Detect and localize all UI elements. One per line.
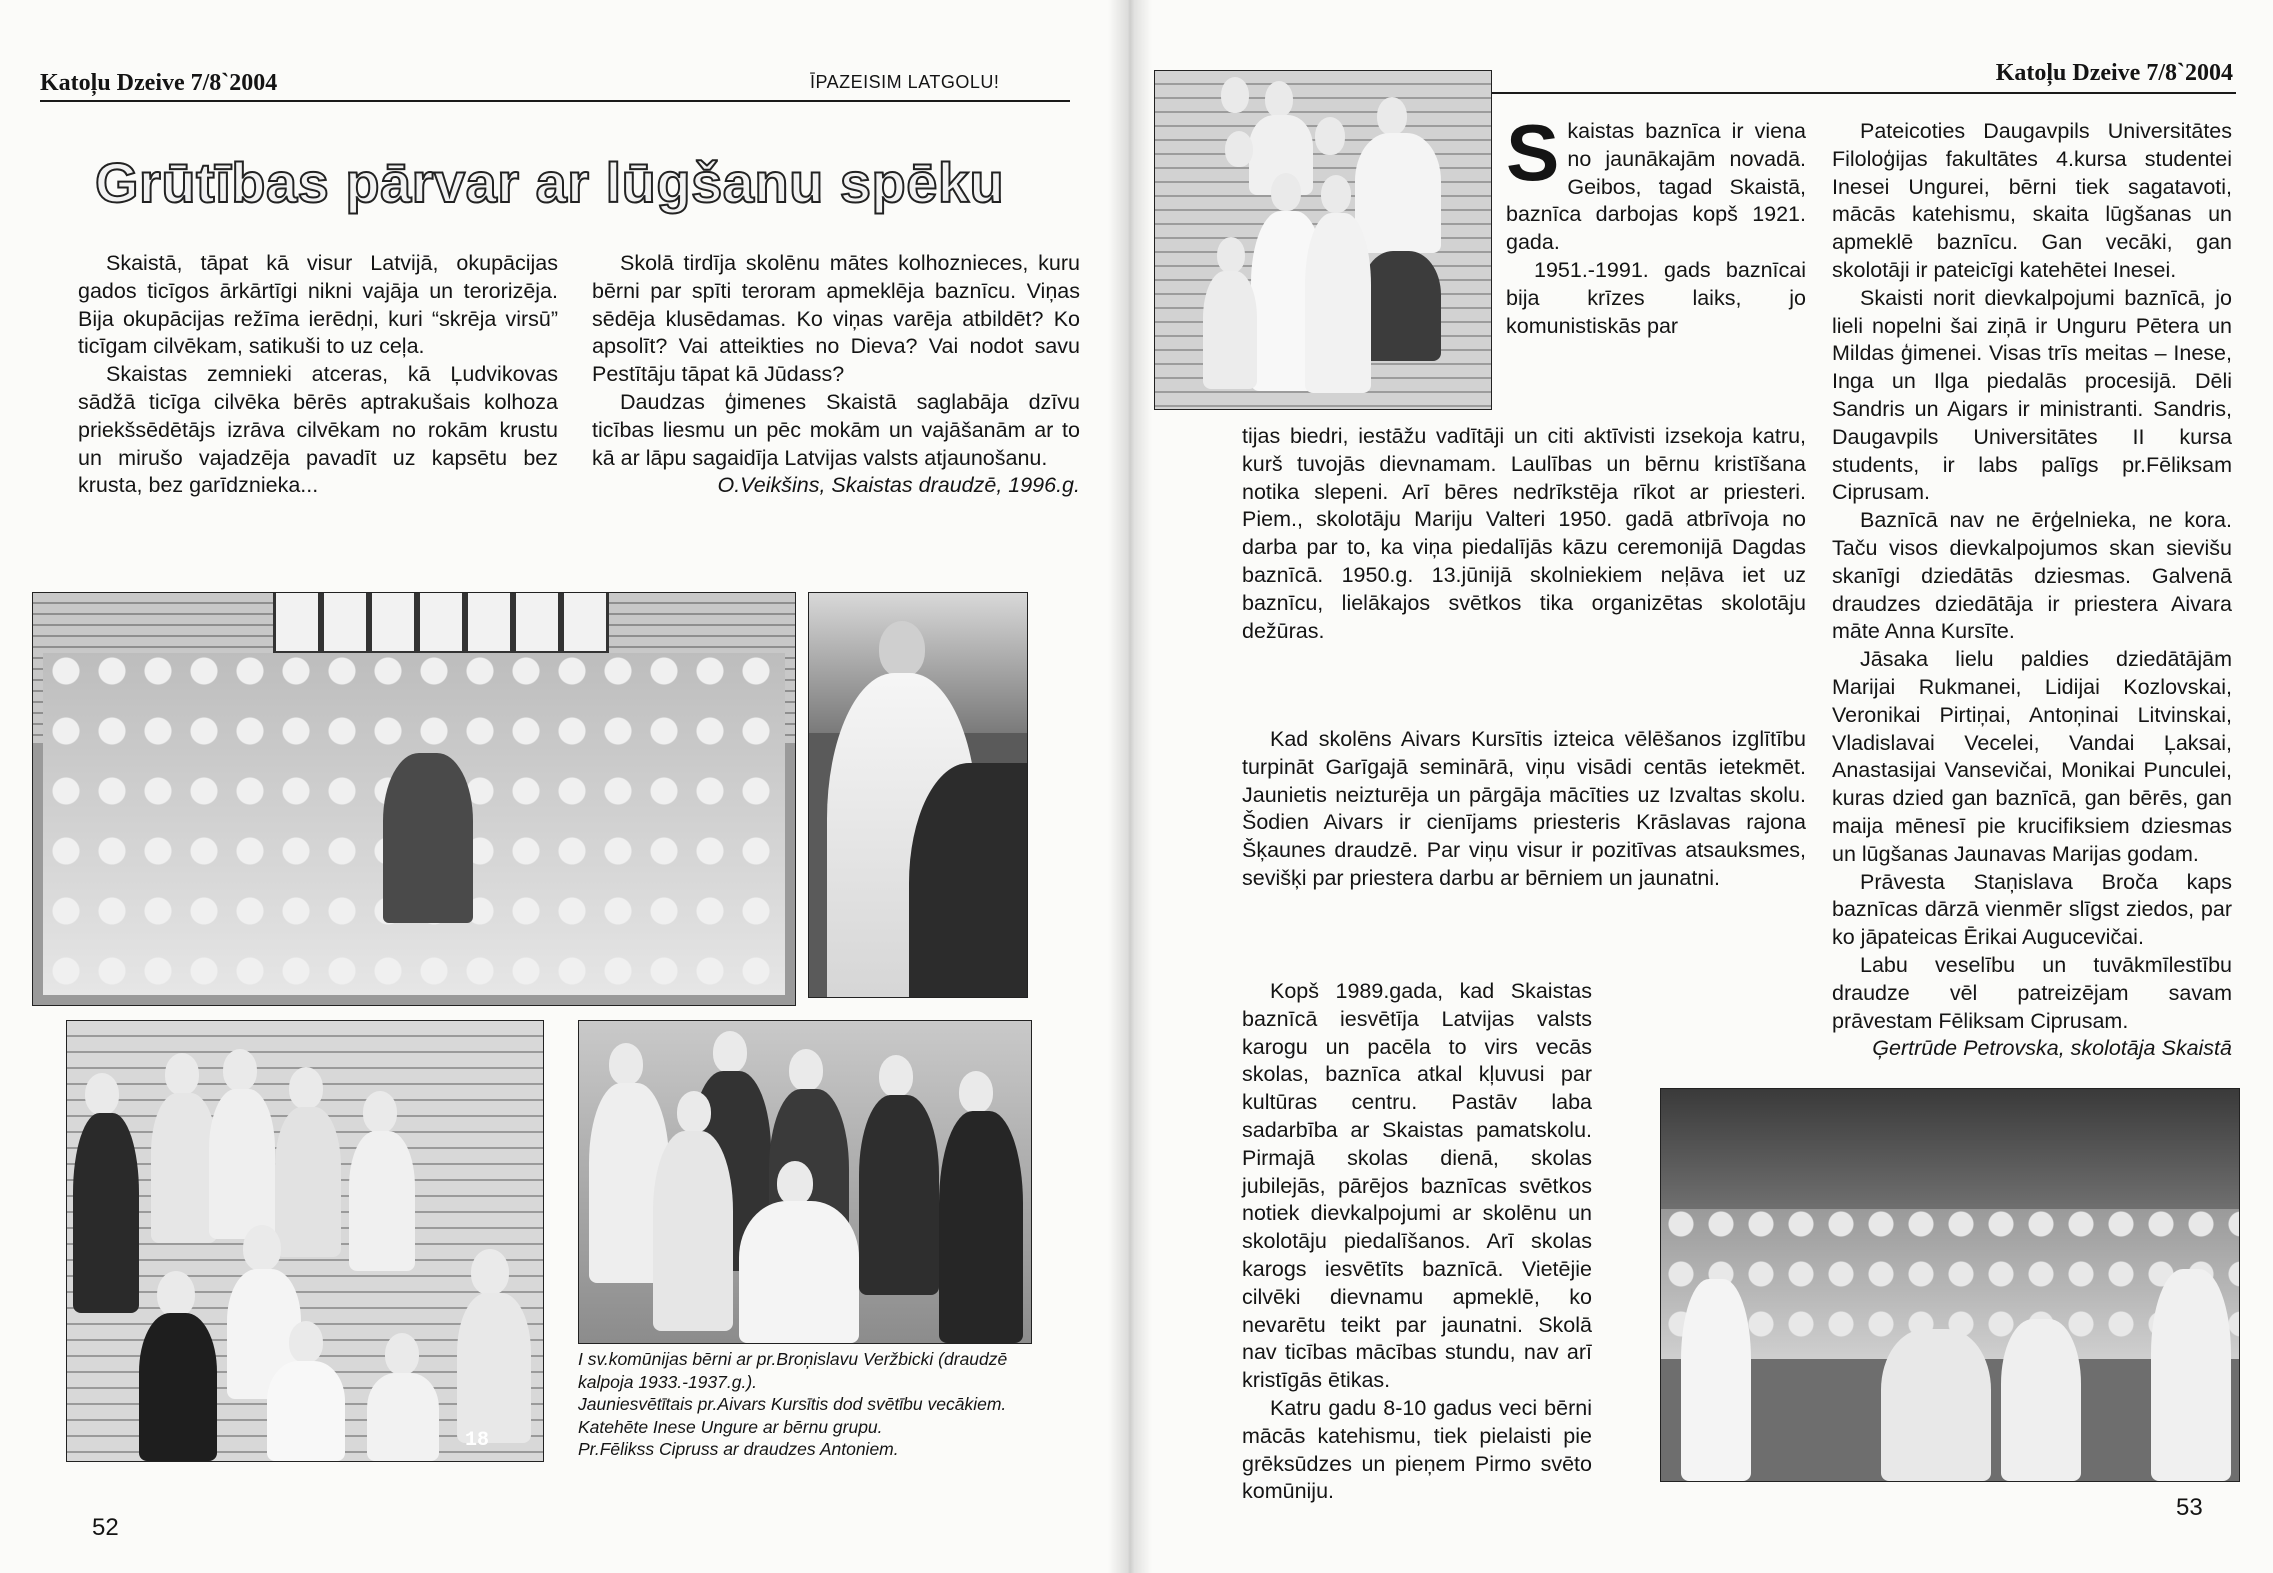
- head: [677, 1091, 711, 1133]
- head: [1271, 173, 1301, 211]
- left-page: [0, 0, 1130, 1573]
- head: [385, 1333, 419, 1375]
- photo-church-congregation: [1660, 1088, 2240, 1482]
- shirt: [139, 1313, 217, 1461]
- communion-dress: [1305, 213, 1371, 393]
- article-title: Grūtības pārvar ar lūgšanu spēku: [95, 151, 1005, 214]
- kneeling-figure: [909, 763, 1028, 998]
- head: [1225, 131, 1253, 167]
- dress: [267, 1361, 345, 1461]
- paragraph: Skaistā, tāpat kā visur Latvijā, okupācijas gados ticīgos ārkārtīgi nikni vajāja un terorizēja. Bija okupācijas režīma ierēdņi, kuri “skrēja virsū” ticīgam cilvēkam, satikuši to uz ceļa.: [78, 251, 558, 359]
- dress: [275, 1107, 341, 1257]
- head: [363, 1091, 397, 1133]
- paragraph: Pateicoties Daugavpils Universitātes Filoloģijas fakultātes 4.kursa studentei Inesei Ungurei, bērni tiek sagatavoti, mācās katehismu, skaita lūgšanas un apmeklē baznīcu. Gan vecāki, gan skolotāji ir pateicīgi katehētei Inesei.: [1832, 119, 2232, 282]
- photo-ungurs-family: [1154, 70, 1492, 410]
- drop-cap: S: [1506, 108, 1560, 197]
- author-signature: O.Veikšins, Skaistas draudzē, 1996.g.: [717, 473, 1080, 498]
- article-column-2: [1832, 118, 2232, 1063]
- page-number: 52: [92, 1514, 119, 1541]
- right-page: [1130, 0, 2273, 1573]
- paragraph: Skaistas zemnieki atceras, kā Ļudvikovas sādžā ticīga cilvēka bērēs aptrakušais kolhoza priekšsēdētājs izrāva cilvēkam no rokām krustu un mirušo vajadzēja pavadīt uz kapsētu bez krusta, bez garīdznieka...: [78, 362, 558, 498]
- head: [1217, 237, 1245, 273]
- shirt: [457, 1293, 531, 1443]
- head: [609, 1043, 643, 1085]
- paragraph: Kopš 1989.gada, kad Skaistas baznīcā iesvētīja Latvijas valsts karogu un pacēla to virs vecās skolas, baznīca atkal kļuvusi par kultūras centru. Pastāv laba sadarbība ar Skaistas pamatskolu. Pirmajā skolas dienā, skolas jubilejās, pārējos baznīcas svētkos notiek dievkalpojumi ar skolēnu un skolotāju piedalīšanos. Arī skolas karogs iesvētīts baznīcā. Vietējie cilvēki dievnamu apmeklē, ko nevarētu teikt par jaunatni. Skolā nav ticības mācības stundu, nav arī kristīgās ētikas.: [1242, 979, 1592, 1393]
- head: [879, 1055, 913, 1097]
- article-column-1-narrow: [1242, 978, 1592, 1506]
- caption-line: Pr.Fēlikss Cipruss ar draudzes Antoniem.: [578, 1439, 899, 1459]
- head: [471, 1249, 509, 1295]
- suit: [939, 1111, 1023, 1343]
- article-column-1: [78, 250, 558, 500]
- head: [243, 1225, 281, 1271]
- photo-catechist-group: [66, 1020, 544, 1462]
- running-header-right: Katoļu Dzeive 7/8`2004: [1995, 60, 2233, 86]
- paragraph: Prāvesta Staņislava Broča kaps baznīcas dārzā vienmēr slīgst ziedos, par ko jāpateicas Ērikai Augucevičai.: [1832, 869, 2232, 950]
- head: [1377, 97, 1407, 135]
- author-signature: Ģertrūde Petrovska, skolotāja Skaistā: [1872, 1036, 2232, 1061]
- head: [223, 1049, 257, 1091]
- photo-captions: [578, 1348, 1058, 1461]
- article-column-1: [1506, 108, 1806, 340]
- dress: [349, 1131, 415, 1271]
- suit: [859, 1095, 939, 1295]
- photo-date-stamp: 18: [465, 1429, 490, 1452]
- photo-first-communion-group: [32, 592, 796, 1006]
- paragraph: Skaisti norit dievkalpojumi baznīcā, jo lieli nopelni šai ziņā ir Unguru Pētera un Mildas ģimenei. Visas trīs meitas – Inese, Inga un Ilga piedalās procesijā. Dēli Sandris un Aigars ir ministranti. Sandris, Daugavpils Universitātes II kursa students, ir labs palīgs pr.Fēliksam Ciprusam.: [1832, 285, 2232, 505]
- running-header-left: Katoļu Dzeive 7/8`2004: [40, 70, 278, 96]
- head: [289, 1321, 323, 1363]
- priest-vestment: [739, 1201, 859, 1343]
- article-column-1-continued: [1242, 423, 1806, 645]
- caption-line: Jauniesvētītais pr.Aivars Kursītis dod svētību vecākiem.: [578, 1394, 1007, 1414]
- head: [1321, 175, 1351, 213]
- head: [289, 1067, 323, 1109]
- article-column-1-lower: [1242, 726, 1806, 893]
- spine-gutter: [1108, 0, 1152, 1573]
- paragraph: Labu veselību un tuvākmīlestību draudze vēl patreizējam savam prāvestam Fēliksam Ciprusam.: [1832, 952, 2232, 1033]
- dress: [73, 1113, 139, 1313]
- paragraph: Jāsaka lielu paldies dziedātājām Marijai Rukmanei, Lidijai Kozlovskai, Veronikai Pirtiņai, Antoņinai Litvinskai, Vladislavai Vecelei, Vandai Ļaksai, Anastasijai Vansevičai, Monikai Punculei, kuras dzied gan baznīcā, gan bērēs, gan maija mēnesī pie krucifiksiem dziesmas un lūgšanas Jaunavas Marijas godam.: [1832, 647, 2232, 866]
- dress: [151, 1093, 217, 1243]
- photo-priest-blessing: [808, 592, 1028, 998]
- photo-priest-with-parishioners: [578, 1020, 1032, 1344]
- skirt: [1361, 251, 1441, 361]
- head: [959, 1071, 993, 1113]
- head: [713, 1031, 747, 1073]
- header-rule: [40, 100, 1070, 102]
- dress: [367, 1373, 439, 1461]
- head: [157, 1271, 195, 1317]
- head: [1265, 81, 1293, 117]
- caption-line: I sv.komūnijas bērni ar pr.Broņislavu Veržbicki (draudzē kalpoja 1933.-1937.g.).: [578, 1349, 1008, 1392]
- paragraph: Skolā tirdīja skolēnu mātes kolhoznieces, kuru bērni par spīti teroram apmeklēja baznīcu. Viņas sēdēja klusēdamas. Ko viņas varēja atbildēt? Ko apsolīt? Vai atteikties no Dieva? Vai nodot savu Pestītāju tāpat kā Jūdass?: [592, 251, 1080, 387]
- page-number: 53: [2176, 1494, 2203, 1521]
- priest-face: [879, 621, 925, 677]
- priest-head: [777, 1161, 813, 1205]
- section-header: ĪPAZEISIM LATGOLU!: [810, 72, 1000, 92]
- priest-vestment: [1881, 1329, 1991, 1481]
- paragraph: kaistas baznīca ir viena no jaunākajām novadā. Geibos, tagad Skaistā, baznīca darbojas kopš 1921. gada.: [1506, 119, 1806, 255]
- window: [273, 593, 609, 654]
- paragraph: Daudzas ģimenes Skaistā saglabāja dzīvu ticības liesmu un pēc mokām un vajāšanām ar to kā ar lāpu sagaidīja Latvijas valsts atjaunošanu.: [592, 389, 1080, 470]
- priest-figure: [383, 753, 473, 923]
- caption-line: Katehēte Inese Ungure ar bērnu grupu.: [578, 1416, 883, 1437]
- shirt: [653, 1131, 733, 1331]
- paragraph: 1951.-1991. gads baznīcai bija krīzes laiks, jo komunistiskās par: [1506, 257, 1806, 338]
- altar-server: [2151, 1269, 2231, 1481]
- paragraph: Katru gadu 8-10 gadus veci bērni mācās katehismu, tiek pielaisti pie grēksūdzes un pieņem Pirmo svēto komūniju.: [1242, 1395, 1592, 1504]
- blouse: [1355, 133, 1441, 253]
- head: [85, 1073, 119, 1115]
- suit: [1203, 271, 1257, 389]
- head: [165, 1053, 199, 1095]
- paragraph: Kad skolēns Aivars Kursītis izteica vēlēšanos izglītību turpināt Garīgajā seminārā, viņu visādi centās ietekmēt. Jaunietis neizturēja un pārgāja mācīties uz Izvaltas skolu. Šodien Aivars ir cienījams priesteris Krāslavas rajona Šķaunes draudzē. Par viņu visur ir pozitīvas atsauksmes, sevišķi par priestera darbu ar bērniem un jaunatni.: [1242, 727, 1806, 890]
- article-column-2: [592, 250, 1080, 500]
- altar-server: [1681, 1279, 1751, 1481]
- paragraph: Baznīcā nav ne ērģelnieka, ne kora. Taču visos dievkalpojumos skan sievišu skanīgi dziedātās dziesmas. Galvenā draudzes dziedātāja ir priestera Aivara māte Anna Kursīte.: [1832, 508, 2232, 644]
- head: [1315, 117, 1345, 155]
- dress: [209, 1089, 275, 1239]
- head: [789, 1049, 823, 1091]
- altar-server: [2001, 1319, 2081, 1481]
- paragraph: tijas biedri, iestāžu vadītāji un citi aktīvisti izsekoja katru, kurš tuvojās dievnamam. Laulības un bērnu kristīšana notika slepeni. Arī bēres nedrīkstēja rīkot ar priesteri. Piem., skolotāju Mariju Valteri 1950. gadā atbrīvoja no darba par to, ka viņa piedalījās kāzu ceremonijā Dagdas baznīcā. 1950.g. 13.jūnijā skolniekiem neļāva iet uz baznīcu, lielākajos svētkos tika organizētas skolotāju dežūras.: [1242, 424, 1806, 643]
- head: [1221, 77, 1249, 113]
